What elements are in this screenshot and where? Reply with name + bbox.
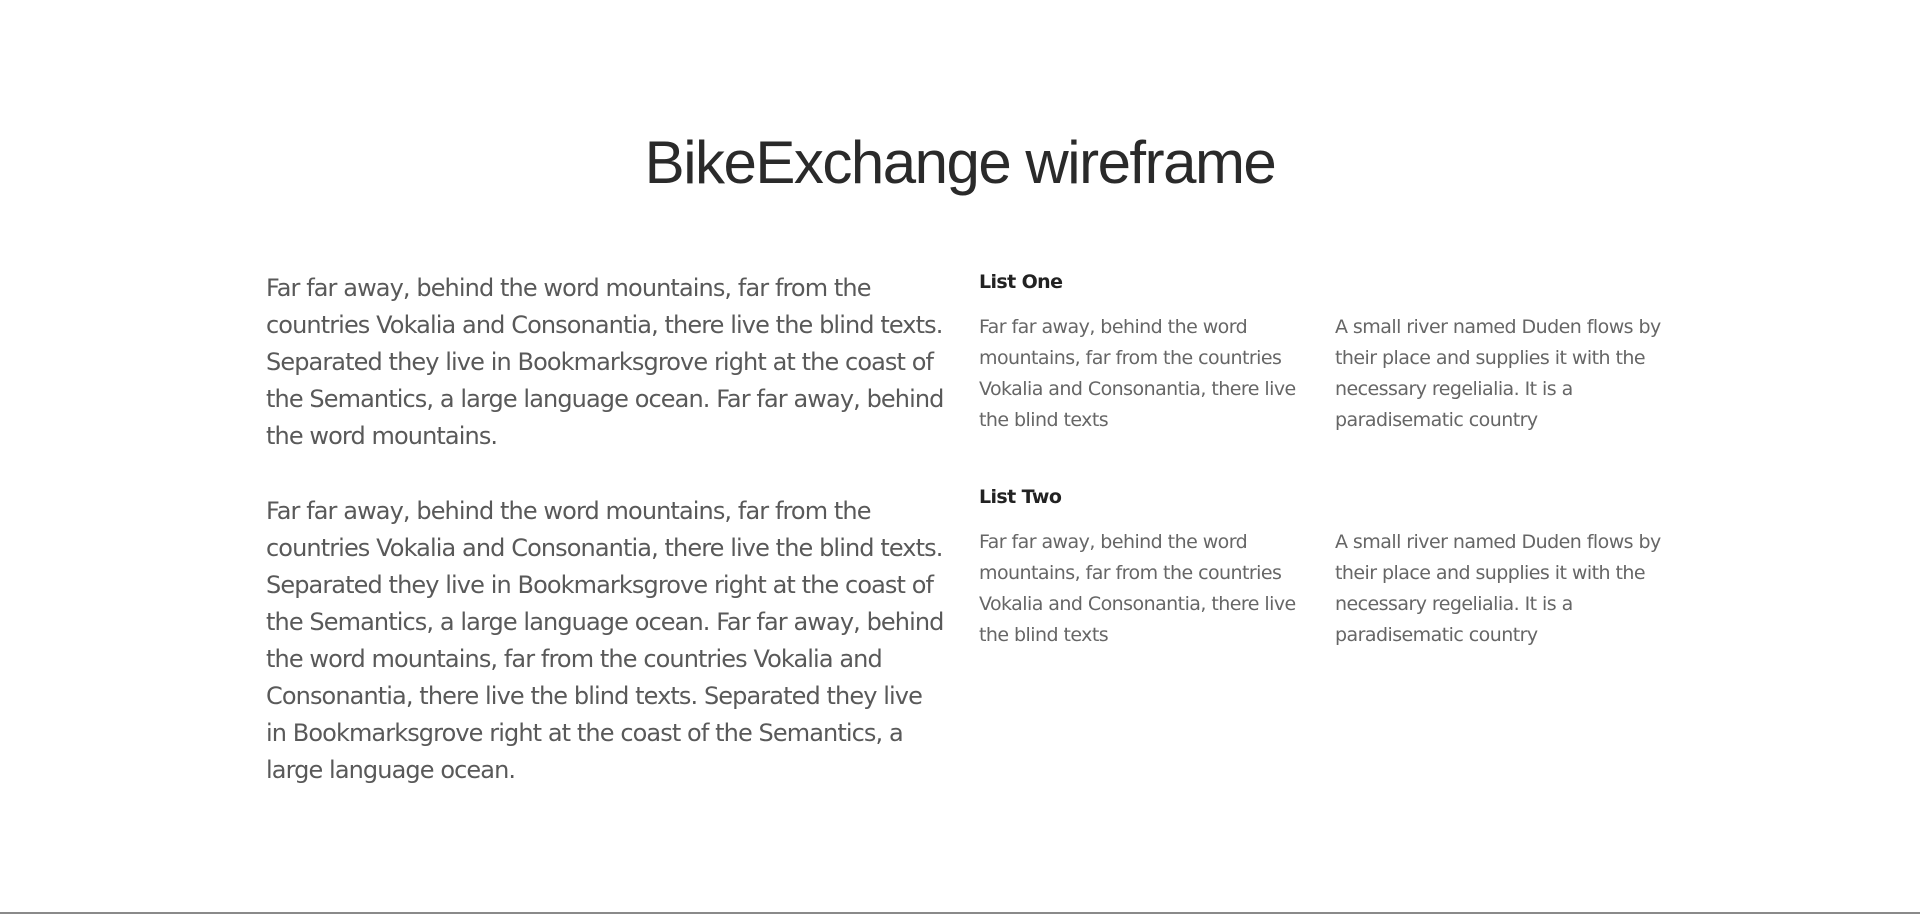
list-one-column-2: A small river named Duden flows by their place and supplies it with the necessary regelialia. It is a paradisematic country [1335,316,1661,431]
lists-container [979,268,1679,651]
list-one-columns [979,312,1679,436]
list-one-heading: List One [979,271,1063,293]
bottom-divider [0,912,1920,914]
intro-paragraph-2: Far far away, behind the word mountains, far from the countries Vokalia and Consonantia, there live the blind texts. Separated they live in Bookmarksgrove right at the coast of the Semantics, a large language ocean. Far far away, behind the word mountains, far from the countries Vokalia and Consonantia, there live the blind texts. Separated they live in Bookmarksgrove right at the coast of the Semantics, a large language ocean. [266,497,944,784]
intro-paragraph-1: Far far away, behind the word mountains, far from the countries Vokalia and Consonantia, there live the blind texts. Separated they live in Bookmarksgrove right at the coast of the Semantics, a large language ocean. Far far away, behind the word mountains. [266,274,944,450]
list-one-column-1: Far far away, behind the word mountains, far from the countries Vokalia and Consonantia, there live the blind texts [979,316,1296,431]
list-one [979,268,1679,436]
list-two-column-2: A small river named Duden flows by their place and supplies it with the necessary regelialia. It is a paradisematic country [1335,531,1661,646]
intro-text [266,270,946,789]
page-title: BikeExchange wireframe [644,129,1276,196]
list-two [979,483,1679,651]
list-two-columns [979,527,1679,651]
list-two-column-1: Far far away, behind the word mountains, far from the countries Vokalia and Consonantia, there live the blind texts [979,531,1296,646]
list-two-heading: List Two [979,486,1062,508]
